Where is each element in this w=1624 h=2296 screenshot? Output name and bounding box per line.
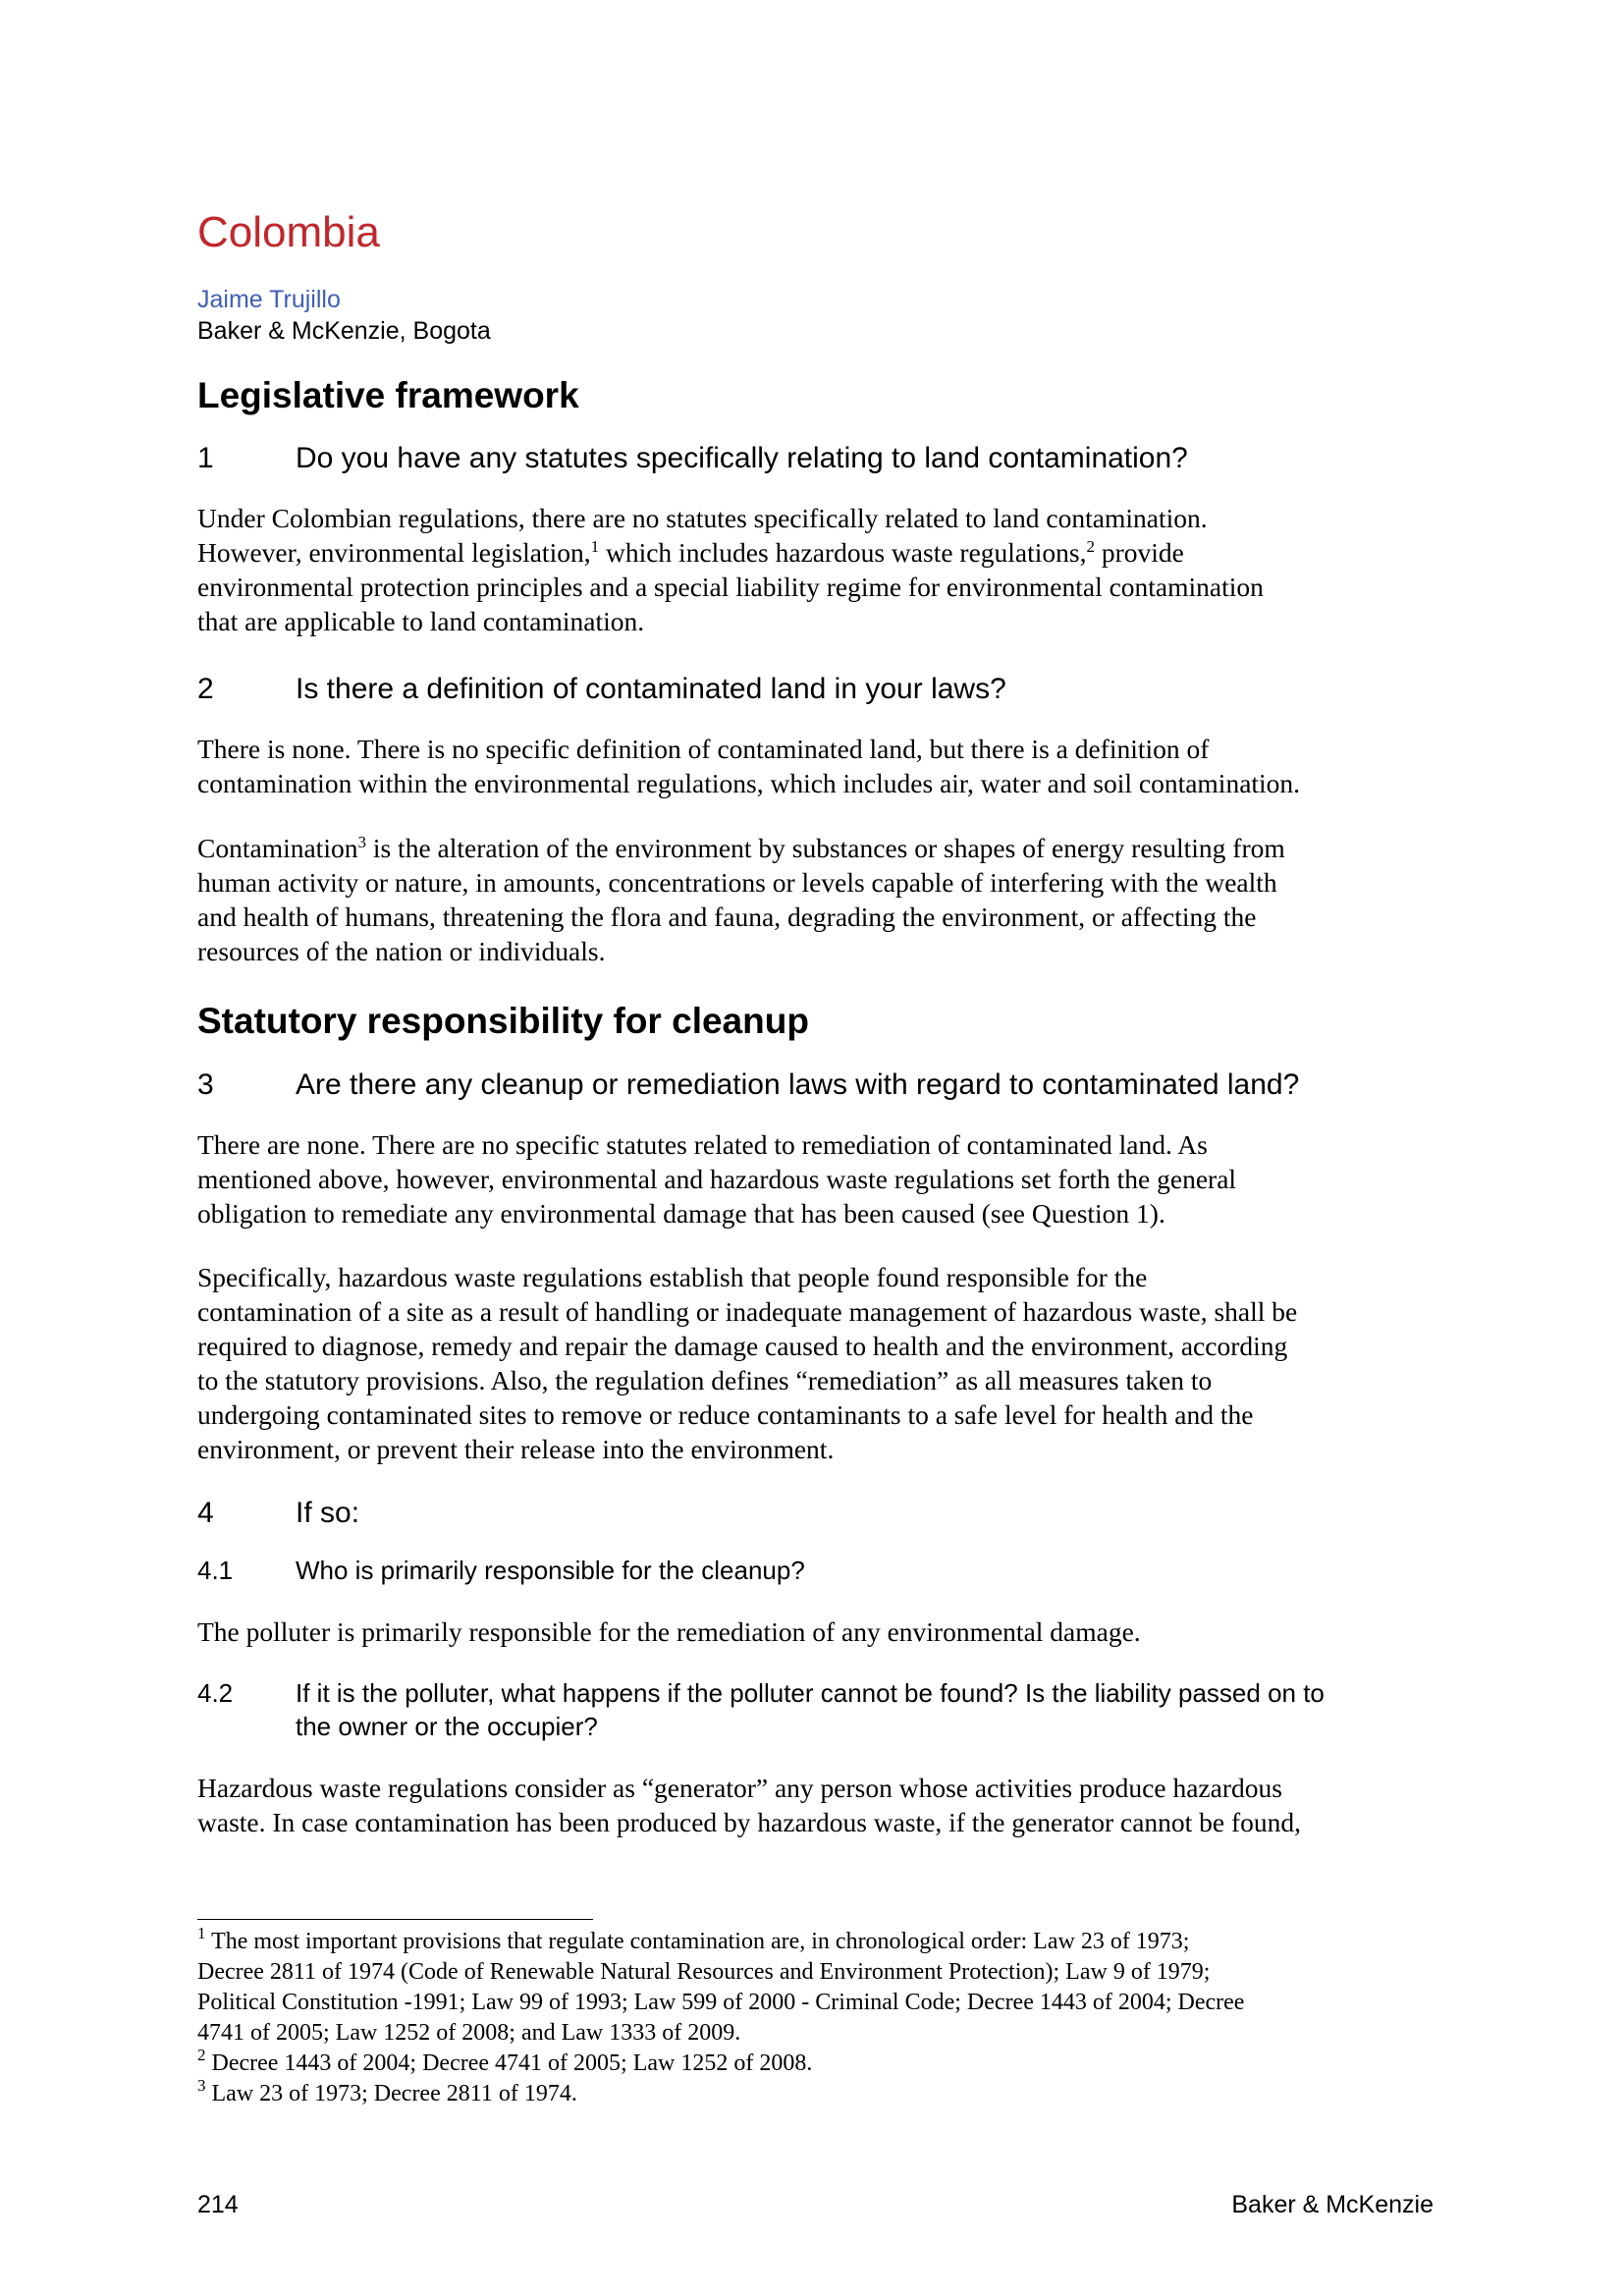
text-line: Contamination$^3$ is the alteration of the environment by substances or shapes of energy resulting from [197, 833, 1285, 863]
footnote-ref: 1 [590, 537, 600, 556]
country-title: Colombia [197, 208, 380, 256]
subquestion-4-2 [197, 1677, 1474, 1744]
answer-2-paragraph-1 [197, 732, 1474, 800]
footnote-ref: 2 [1086, 537, 1095, 556]
answer-3-paragraph-2 [197, 1260, 1474, 1466]
firm-location: Baker & McKenzie, Bogota [197, 317, 491, 345]
footnote-number: 2 [197, 2046, 206, 2064]
text-line: human activity or nature, in amounts, concentrations or levels capable of interfering with the wealth [197, 867, 1277, 898]
question-text: Are there any cleanup or remediation laws with regard to contaminated land? [296, 1068, 1300, 1101]
text-line: that are applicable to land contamination. [197, 606, 645, 636]
page-number: 214 [197, 2191, 239, 2218]
text-line: contamination within the environmental regulations, which includes air, water and soil contamination. [197, 768, 1301, 798]
text-line: environment, or prevent their release into the environment. [197, 1434, 835, 1464]
question-text: Is there a definition of contaminated land in your laws? [296, 673, 1006, 705]
text-line: resources of the nation or individuals. [197, 936, 606, 966]
text-line: The polluter is primarily responsible for the remediation of any environmental damage. [197, 1616, 1141, 1647]
subquestion-number: 4.1 [197, 1556, 234, 1585]
question-2 [197, 672, 1474, 707]
text-line: Political Constitution -1991; Law 99 of 1993; Law 599 of 2000 - Criminal Code; Decree 1443 of 2004; Decree [197, 1990, 1245, 2015]
answer-2-paragraph-2 [197, 831, 1474, 968]
section-heading-legislative: Legislative framework [197, 375, 579, 415]
question-3 [197, 1067, 1474, 1103]
question-number: 1 [197, 442, 214, 474]
footnote-number: 3 [197, 2076, 206, 2095]
footer-brand: Baker & McKenzie [1231, 2191, 1434, 2218]
footnote-ref: 3 [357, 833, 366, 851]
text-line: Specifically, hazardous waste regulations establish that people found responsible for the [197, 1262, 1148, 1292]
text-line: There is none. There is no specific definition of contaminated land, but there is a definition of [197, 734, 1210, 764]
text-line: waste. In case contamination has been produced by hazardous waste, if the generator cannot be found, [197, 1807, 1302, 1837]
text-line: undergoing contaminated sites to remove or reduce contaminants to a safe level for health and the [197, 1399, 1254, 1430]
text-line: Decree 2811 of 1974 (Code of Renewable Natural Resources and Environment Protection); Law 9 of 1979; [197, 1959, 1211, 1985]
text-line: the owner or the occupier? [296, 1711, 598, 1741]
footnote-number: 1 [197, 1924, 206, 1942]
text-line: If it is the polluter, what happens if the polluter cannot be found? Is the liability passed on to [296, 1678, 1325, 1708]
question-1 [197, 441, 1474, 476]
answer-4-2-paragraph [197, 1771, 1474, 1839]
text-line: mentioned above, however, environmental and hazardous waste regulations set forth the general [197, 1164, 1237, 1194]
text-line: contamination of a site as a result of handling or inadequate management of hazardous waste, shall be [197, 1296, 1298, 1327]
text-line: required to diagnose, remedy and repair the damage caused to health and the environment, according [197, 1331, 1288, 1361]
question-text: Do you have any statutes specifically relating to land contamination? [296, 442, 1188, 474]
subquestion-4-1 [197, 1555, 1474, 1588]
subquestion-number: 4.2 [197, 1678, 234, 1708]
text-line: environmental protection principles and a special liability regime for environmental contamination [197, 572, 1264, 602]
question-number: 3 [197, 1068, 214, 1101]
text-line: 4741 of 2005; Law 1252 of 2008; and Law 1333 of 2009. [197, 2020, 741, 2046]
question-text: If so: [296, 1497, 360, 1529]
footnote-2 [197, 2046, 1474, 2079]
text-line: and health of humans, threatening the flora and fauna, degrading the environment, or affecting the [197, 902, 1257, 932]
text-line: $^1$ The most important provisions that regulate contamination are, in chronological order: Law 23 of 1973; [197, 1924, 1190, 1954]
answer-1-paragraph [197, 501, 1474, 638]
text-line: to the statutory provisions. Also, the regulation defines “remediation” as all measures taken to [197, 1365, 1213, 1395]
author-name: Jaime Trujillo [197, 286, 341, 313]
subquestion-text: Who is primarily responsible for the cleanup? [296, 1556, 805, 1585]
text-line: Under Colombian regulations, there are no statutes specifically related to land contamination. [197, 503, 1208, 533]
text-line: $^2$ Decree 1443 of 2004; Decree 4741 of 2005; Law 1252 of 2008. [197, 2046, 813, 2076]
question-number: 4 [197, 1497, 214, 1529]
footnote-1 [197, 1924, 1474, 2049]
text-line: Hazardous waste regulations consider as “generator” any person whose activities produce hazardous [197, 1773, 1282, 1803]
text-line: obligation to remediate any environmental damage that has been caused (see Question 1). [197, 1198, 1165, 1229]
text-line: However, environmental legislation,$^1$ which includes hazardous waste regulations,$^2$ provide [197, 537, 1184, 568]
answer-4-1-paragraph [197, 1614, 1474, 1649]
section-heading-statutory: Statutory responsibility for cleanup [197, 1001, 809, 1041]
footnote-3 [197, 2076, 1474, 2109]
question-4 [197, 1496, 1474, 1531]
answer-3-paragraph-1 [197, 1127, 1474, 1230]
subquestion-text [296, 1677, 1325, 1744]
text-line: There are none. There are no specific statutes related to remediation of contaminated land. As [197, 1129, 1208, 1160]
footnote-separator [197, 1919, 593, 1920]
question-number: 2 [197, 673, 214, 705]
text-line: $^3$ Law 23 of 1973; Decree 2811 of 1974. [197, 2076, 577, 2106]
